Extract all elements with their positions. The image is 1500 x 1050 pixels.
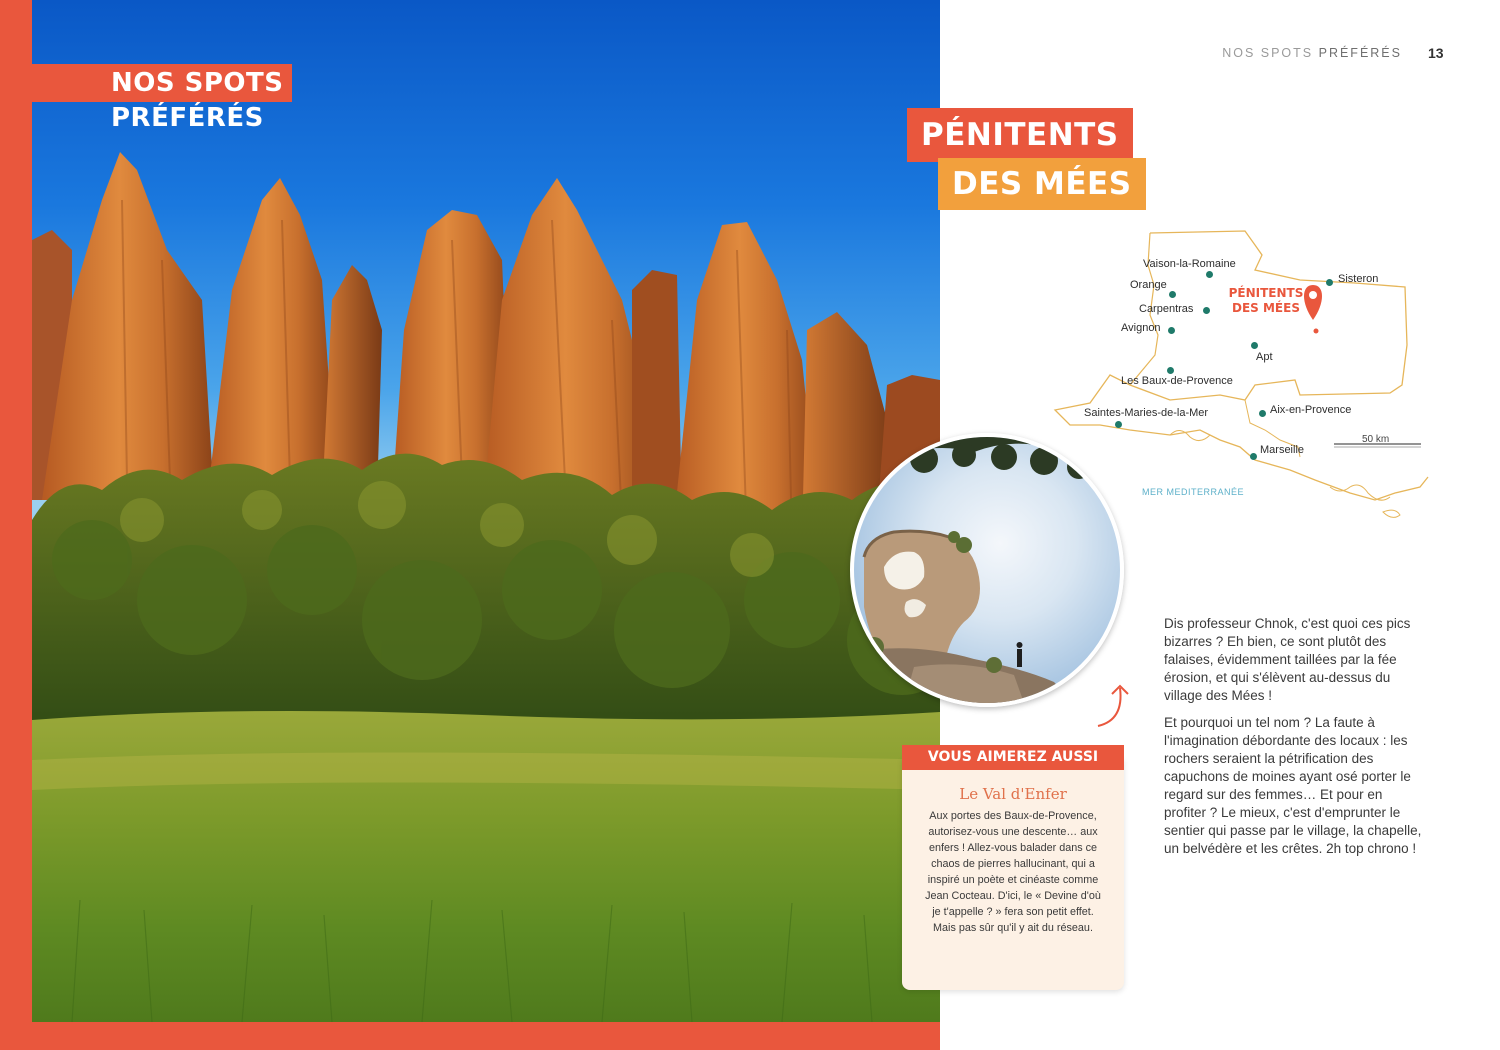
map-highlight-label xyxy=(1216,286,1316,316)
map-label-aix: Aix-en-Provence xyxy=(1270,404,1352,416)
map-label-apt: Apt xyxy=(1256,351,1273,363)
body-paragraph-1: Dis professeur Chnok, c'est quoi ces pics bizarres ? Eh bien, ce sont plutôt des falaises, évidemment taillées par la fée érosion, et qui s'élèvent au-dessus du village des Mées ! xyxy=(1164,616,1411,703)
map-dot-orange xyxy=(1169,291,1176,298)
map-dot-carpentras xyxy=(1203,307,1210,314)
map-label-saintes-maries: Saintes-Maries-de-la-Mer xyxy=(1084,407,1209,419)
rock-formations-photo xyxy=(32,0,940,1022)
running-head xyxy=(1222,46,1402,60)
body-text xyxy=(1164,615,1426,867)
map-label-orange: Orange xyxy=(1130,279,1167,291)
aside-text: Aux portes des Baux-de-Provence, autorisez-vous une descente… aux enfers ! Allez-vous balader dans ce chaos de pierres hallucinant, qui a inspiré un poète et cinéaste comme Jean Cocteau. D'ici, le « Devine d'où je t'appelle ? » fera son petit effet. Mais pas sûr qu'il y ait du réseau. xyxy=(925,810,1101,934)
running-head-part-b: PRÉFÉRÉS xyxy=(1318,46,1402,60)
aside-title: Le Val d'Enfer xyxy=(959,785,1067,803)
map-label-marseille: Marseille xyxy=(1260,444,1305,456)
page-number: 13 xyxy=(1428,45,1444,61)
aside-tag: VOUS AIMEREZ AUSSI xyxy=(902,745,1124,770)
map-scale-label: 50 km xyxy=(1362,434,1390,445)
map-dot-apt xyxy=(1251,342,1258,349)
map-label-carpentras: Carpentras xyxy=(1139,303,1194,315)
section-tag-line1: NOS SPOTS xyxy=(111,68,284,98)
map-sea-label: MER MEDITERRANÉE xyxy=(1142,487,1245,497)
title-line1: PÉNITENTS xyxy=(907,108,1133,162)
landscape-illustration xyxy=(32,0,940,1022)
page-edge-bar xyxy=(0,100,32,1050)
map-dot-baux xyxy=(1167,367,1174,374)
map-highlight-line1: PÉNITENTS xyxy=(1228,286,1304,300)
circle-photo-illustration xyxy=(854,437,1120,703)
title-line2: DES MÉES xyxy=(938,158,1146,210)
map-dot-aix xyxy=(1259,410,1266,417)
map-dot-avignon xyxy=(1168,327,1175,334)
map-dot-sisteron xyxy=(1326,279,1333,286)
curved-arrow-icon xyxy=(1088,678,1140,732)
page-bottom-bar xyxy=(0,1022,940,1050)
val-denfer-photo xyxy=(850,433,1124,707)
running-head-part-a: NOS SPOTS xyxy=(1222,46,1314,60)
map-label-vaison: Vaison-la-Romaine xyxy=(1143,258,1236,270)
map-highlight-line2: DES MÉES xyxy=(1232,301,1300,315)
map-label-baux: Les Baux-de-Provence xyxy=(1121,375,1233,387)
map-dot-marseille xyxy=(1250,453,1257,460)
location-map xyxy=(1050,225,1440,525)
map-dot-saintes-maries xyxy=(1115,421,1122,428)
map-dot-vaison xyxy=(1206,271,1213,278)
map-label-sisteron: Sisteron xyxy=(1338,273,1379,285)
body-paragraph-2: Et pourquoi un tel nom ? La faute à l'imagination débordante des locaux : les rochers seraient la pétrification des capuchons de moines ayant osé porter le regard sur des femmes… Et pour en profiter ? Le mieux, c'est d'emprunter le sentier qui passe par le village, la chapelle, un belvédère et les crêtes. 2h top chrono ! xyxy=(1164,715,1422,856)
map-outline xyxy=(1050,225,1440,525)
section-tag-line2: PRÉFÉRÉS xyxy=(111,103,264,133)
map-label-avignon: Avignon xyxy=(1121,322,1161,334)
